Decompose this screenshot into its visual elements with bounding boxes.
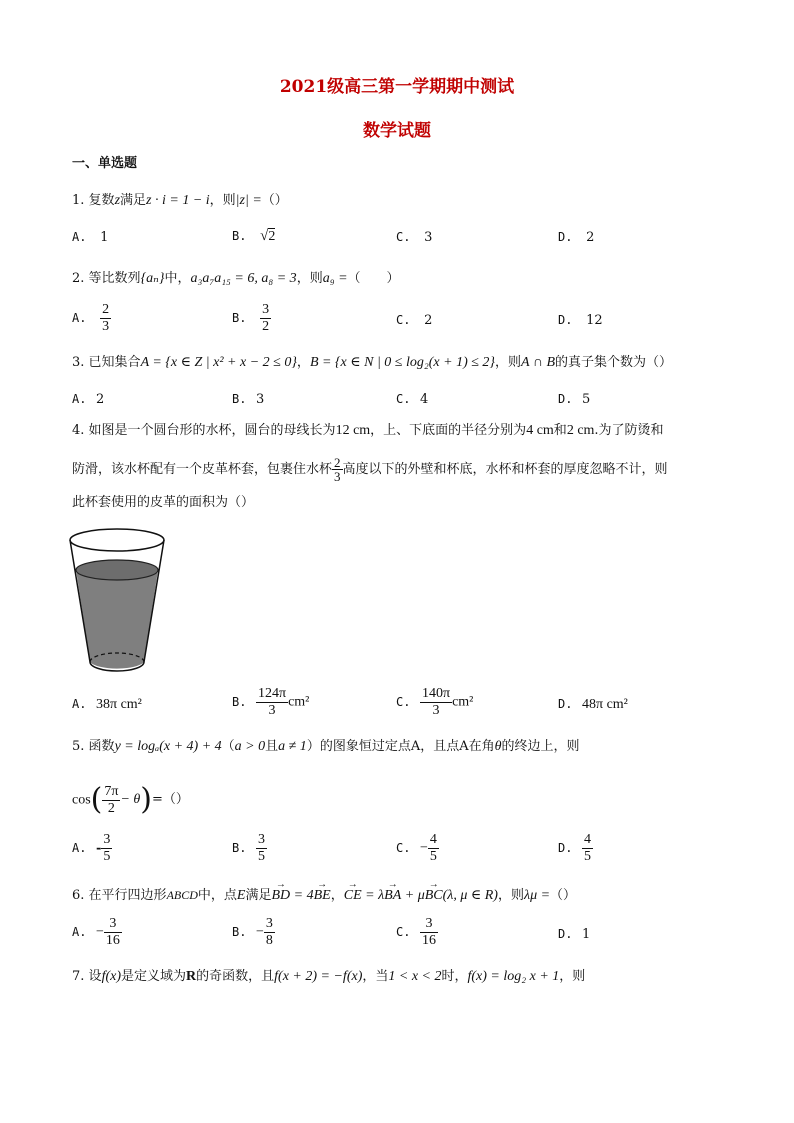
q2-b-num: 3	[262, 302, 270, 317]
q4-b-fraction	[256, 686, 288, 719]
q4-option-a[interactable]	[72, 697, 142, 713]
q6-option-c[interactable]	[396, 916, 438, 949]
q1-sqrt-value: 2	[268, 229, 276, 244]
q2-option-c-label: C.	[396, 313, 411, 327]
question-4-line-1	[72, 422, 664, 440]
q7-text-4: ，当	[362, 969, 389, 984]
q4-text-1c: 和	[553, 423, 567, 438]
document-subtitle: 数学试题	[363, 121, 431, 141]
q5-frac-num: 7π	[104, 783, 119, 799]
q4-text-1b: ，上、下底面的半径分别为	[370, 423, 527, 438]
q5-a-den: 5	[103, 849, 111, 864]
q2-option-a-fraction	[100, 302, 111, 335]
q3-text-2: ，则	[495, 355, 522, 370]
q3-option-a-value: 2	[96, 392, 105, 407]
q6-number: 6.	[72, 888, 85, 903]
q1-text-1: 复数	[88, 193, 115, 208]
q6-eq1: = 4	[290, 888, 314, 903]
q4-b-num: 124π	[258, 686, 287, 701]
q3-option-a-label: A.	[72, 392, 87, 406]
q5-c-fraction	[428, 832, 439, 865]
q2-text-2: 中，	[164, 271, 191, 286]
q7-math-f: f(x)	[101, 969, 121, 984]
q7-text-6: ，则	[559, 969, 586, 984]
q4-r1: 4 cm	[526, 423, 554, 438]
question-5-line-2	[72, 782, 189, 819]
q4-len: 12 cm	[335, 423, 371, 438]
q3-option-d-value: 5	[582, 392, 591, 407]
q4-c-num: 140π	[422, 686, 451, 701]
q1-text-4: （）	[261, 193, 288, 208]
q6-vec-be: → BE	[314, 887, 331, 905]
q6-a-num: 3	[109, 916, 117, 931]
q4-c-fraction	[420, 686, 452, 719]
q5-eq: =（）	[152, 792, 189, 807]
q6-vec-bc: → BC	[425, 887, 443, 905]
q5-option-c[interactable]	[396, 832, 439, 865]
q1-math-eq: z · i = 1 − i	[146, 193, 210, 208]
q4-option-d-label: D.	[558, 697, 573, 711]
q3-option-d[interactable]	[558, 392, 590, 407]
q5-math-cond: a > 0	[234, 739, 266, 754]
q6-a-fraction	[104, 916, 122, 949]
q6-option-a-label: A.	[72, 925, 87, 939]
q1-math-z: z	[114, 193, 121, 208]
q3-option-b-value: 3	[256, 392, 265, 407]
question-2	[72, 270, 400, 288]
q6-text-4: ，	[330, 888, 344, 903]
q2-option-c[interactable]	[396, 313, 432, 328]
q6-c-fraction	[420, 916, 438, 949]
q7-text-5: 时，	[441, 969, 468, 984]
q1-math-abs: |z| =	[235, 193, 262, 208]
q4-option-c-label: C.	[396, 695, 411, 709]
q4-text-2b: 高度以下的外壁和杯底，水杯和杯套的厚度忽略不计，则	[342, 462, 668, 477]
q2-option-c-value: 2	[424, 313, 433, 328]
q5-c-sign: −	[420, 840, 428, 856]
q5-a-sign: -	[96, 841, 102, 856]
q3-option-a[interactable]	[72, 392, 104, 407]
q1-option-a-value: 1	[100, 230, 109, 245]
q5-text-5: 的终边上，则	[501, 739, 580, 754]
cup-top-rim	[70, 529, 164, 551]
q6-text-1: 在平行四边形	[88, 888, 167, 903]
q6-c-num: 3	[425, 916, 433, 931]
q3-option-d-label: D.	[558, 392, 573, 406]
q6-option-d-label: D.	[558, 927, 573, 941]
q5-frac	[102, 784, 120, 817]
q6-c-den: 16	[422, 933, 436, 948]
q5-text-4: ）的图象恒过定点A，且点A在角	[306, 739, 495, 754]
q5-option-a-label: A.	[72, 841, 87, 855]
q2-a-den: 3	[102, 319, 110, 334]
q6-a-den: 16	[105, 933, 120, 948]
q5-d-fraction	[582, 832, 593, 865]
question-5-line-1	[72, 738, 580, 756]
q5-number: 5.	[72, 739, 85, 754]
q2-option-d-label: D.	[558, 313, 573, 327]
q2-text-1: 等比数列	[88, 271, 141, 286]
q4-text-1d: .为了防烫和	[594, 423, 664, 438]
q7-math-eq: f(x + 2) = −f(x)	[274, 969, 363, 984]
q4-option-d[interactable]	[558, 697, 628, 713]
q4-frac-num: 2	[334, 455, 341, 470]
q4-option-b-label: B.	[232, 695, 247, 709]
question-1	[72, 192, 288, 210]
q7-math-r: R	[186, 969, 197, 984]
q5-c-den: 5	[429, 849, 437, 864]
q2-option-a-label: A.	[72, 311, 87, 325]
q4-c-den: 3	[420, 702, 452, 719]
q5-d-num: 4	[584, 832, 591, 847]
q1-option-a-label: A.	[72, 230, 87, 244]
section-heading: 一、单选题	[72, 156, 138, 171]
cup-sleeve-top	[76, 560, 158, 580]
q7-text-1: 设	[88, 969, 102, 984]
q2-math-ask: a₉ =	[322, 271, 348, 286]
question-4-line-3: 此杯套使用的皮革的面积为（）	[72, 495, 255, 510]
q5-cos: cos	[72, 792, 91, 808]
q4-number: 4.	[72, 423, 85, 438]
q5-a-fraction	[101, 832, 112, 865]
q4-b-den: 3	[256, 702, 288, 719]
q2-text-3: ，则	[296, 271, 323, 286]
q5-rparen: )	[140, 782, 153, 817]
q4-frac-den: 3	[334, 469, 341, 484]
q1-text-2: 满足	[120, 193, 147, 208]
q5-option-d[interactable]	[558, 832, 593, 865]
q4-option-b[interactable]	[232, 686, 309, 719]
q5-option-c-label: C.	[396, 841, 411, 855]
q2-option-b[interactable]	[232, 302, 271, 335]
q1-sqrt-symbol: √	[260, 228, 269, 244]
q4-b-unit: cm²	[288, 694, 310, 710]
q2-text-4: （ ）	[347, 271, 400, 286]
q7-number: 7.	[72, 969, 85, 984]
q5-option-b[interactable]	[232, 832, 267, 865]
q1-text-3: ，则	[209, 193, 236, 208]
q6-b-sign: −	[256, 924, 264, 940]
q6-text-6: （）	[550, 888, 577, 903]
q3-option-c-value: 4	[420, 392, 429, 407]
q3-option-c[interactable]	[396, 392, 428, 407]
q5-math-cond2: a ≠ 1	[278, 739, 307, 754]
q6-b-fraction	[264, 916, 275, 949]
q6-b-num: 3	[265, 916, 273, 931]
q4-text-1a: 如图是一个圆台形的水杯，圆台的母线长为	[88, 423, 336, 438]
question-7	[72, 968, 585, 986]
q5-option-b-label: B.	[232, 841, 247, 855]
q6-option-d[interactable]	[558, 927, 590, 942]
q5-option-a[interactable]	[72, 832, 112, 865]
q5-b-num: 3	[258, 832, 265, 847]
q5-a-num: 3	[103, 832, 111, 847]
q2-a-num: 2	[102, 302, 110, 317]
q1-option-b[interactable]	[232, 228, 275, 245]
q6-math-lm: λμ =	[524, 888, 551, 903]
q7-math-def: f(x) = log₂ x + 1	[467, 969, 560, 984]
q2-math-seq: {aₙ}	[140, 271, 165, 286]
q6-option-a[interactable]	[72, 916, 122, 949]
q2-number: 2.	[72, 271, 85, 286]
q3-text-3: 的真子集个数为（）	[555, 355, 673, 370]
q5-lparen: (	[90, 782, 103, 817]
q4-text-2a: 防滑，该水杯配有一个皮革杯套，包裹住水杯	[72, 462, 333, 477]
q3-math-b: B = {x ∈ N | 0 ≤ log₂(x + 1) ≤ 2}	[309, 355, 496, 370]
q1-option-d-value: 2	[586, 230, 595, 245]
q4-option-a-value: 38π cm²	[96, 697, 142, 712]
q3-number: 3.	[72, 355, 85, 370]
q6-vec-bd: → BD	[272, 887, 291, 905]
q6-option-d-value: 1	[582, 927, 591, 942]
q1-option-c[interactable]	[396, 230, 432, 245]
q6-b-den: 8	[265, 933, 273, 948]
q3-text-comma: ，	[296, 355, 310, 370]
q4-c-unit: cm²	[452, 694, 474, 710]
q6-cond: (λ, μ ∈ R)	[442, 888, 498, 903]
q2-option-d[interactable]	[558, 313, 603, 328]
q5-text-2: （	[221, 739, 235, 754]
q4-r2: 2 cm	[566, 423, 595, 438]
q1-option-d[interactable]	[558, 230, 594, 245]
q5-math-theta: θ	[494, 739, 502, 754]
q4-option-c[interactable]	[396, 686, 473, 719]
q6-eq2: = λ	[361, 888, 385, 903]
q6-vec-ce: → CE	[344, 887, 362, 905]
q5-c-num: 4	[429, 832, 437, 847]
q6-vec-ba: → BA	[384, 887, 401, 905]
q5-math-fn: y = logₐ(x + 4) + 4	[114, 739, 222, 754]
q1-option-d-label: D.	[558, 230, 573, 244]
q3-math-a: A = {x ∈ Z | x² + x − 2 ≤ 0}	[140, 355, 297, 370]
q2-option-d-value: 12	[586, 313, 603, 328]
q6-eq3: + μ	[401, 888, 425, 903]
q6-option-c-label: C.	[396, 925, 411, 939]
question-3	[72, 354, 672, 372]
q2-option-b-fraction	[260, 302, 271, 335]
q6-text-5: ，则	[497, 888, 524, 903]
q5-b-den: 5	[258, 849, 265, 864]
q1-option-c-value: 3	[424, 230, 433, 245]
q7-math-range: 1 < x < 2	[388, 969, 442, 984]
q2-math-eq: a₃a₇a₁₅ = 6, a₈ = 3	[190, 271, 297, 286]
q6-math-e: E	[236, 888, 246, 903]
q6-option-b[interactable]	[232, 916, 275, 949]
q3-option-b-label: B.	[232, 392, 247, 406]
question-6	[72, 886, 576, 905]
q7-text-2: 是定义域为	[121, 969, 187, 984]
q5-text-1: 函数	[88, 739, 115, 754]
q5-b-fraction	[256, 832, 267, 865]
question-4-line-2	[72, 456, 668, 483]
q2-b-den: 2	[262, 319, 270, 334]
q1-number: 1.	[72, 193, 85, 208]
q4-frac	[332, 456, 343, 483]
q1-option-a[interactable]	[72, 230, 108, 245]
q5-minus-theta: − θ	[120, 792, 141, 807]
q6-a-sign: −	[96, 924, 104, 940]
q6-text-3: 满足	[245, 888, 272, 903]
document-title: 2021级高三第一学期期中测试	[279, 77, 515, 97]
q6-text-2: 中，点	[197, 888, 237, 903]
q7-text-3: 的奇函数，且	[196, 969, 275, 984]
q1-option-b-label: B.	[232, 229, 247, 243]
q5-option-d-label: D.	[558, 841, 573, 855]
cup-figure	[66, 524, 172, 680]
q5-text-3: 且	[265, 739, 279, 754]
q1-option-c-label: C.	[396, 230, 411, 244]
q4-option-d-value: 48π cm²	[582, 697, 628, 712]
q3-option-c-label: C.	[396, 392, 411, 406]
q5-d-den: 5	[584, 849, 591, 864]
q6-math-abcd: ABCD	[166, 888, 198, 902]
q3-text-1: 已知集合	[88, 355, 141, 370]
q4-option-a-label: A.	[72, 697, 87, 711]
q2-option-b-label: B.	[232, 311, 247, 325]
q6-option-b-label: B.	[232, 925, 247, 939]
q3-option-b[interactable]	[232, 392, 264, 407]
q2-option-a[interactable]	[72, 302, 111, 335]
q5-frac-den: 2	[102, 800, 120, 817]
q3-math-ab: A ∩ B	[521, 355, 555, 370]
